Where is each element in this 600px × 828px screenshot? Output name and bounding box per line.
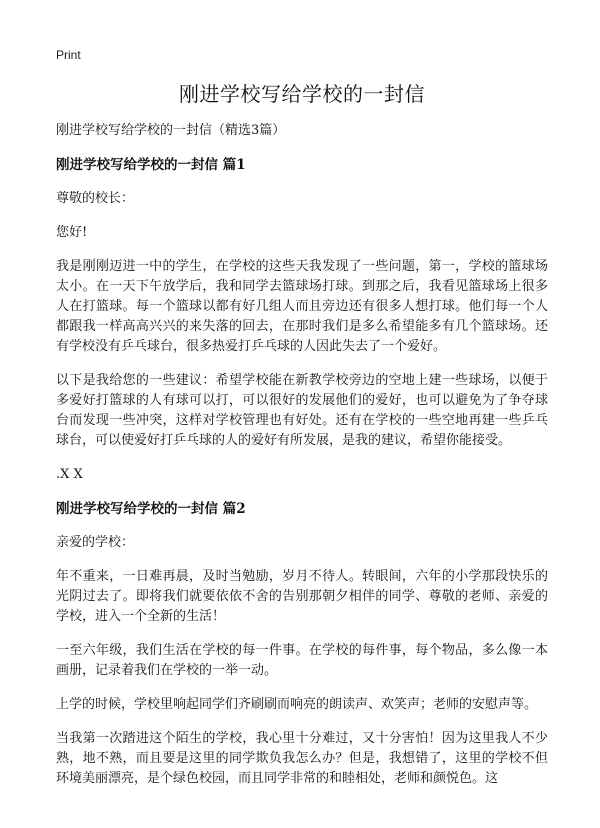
paragraph-2-2: 一至六年级，我们生活在学校的每一件事。在学校的每件事，每个物品，多么像一本画册，记录着我们在学校的一举一动。	[56, 643, 548, 678]
section-heading-2: 刚进学校写给学校的一封信 篇2	[56, 501, 246, 517]
paragraph-2-1: 年不重来，一日难再晨，及时当勉励，岁月不待人。转眼间，六年的小学那段快乐的光阴过去了。即将我们就要依依不舍的告别那朝夕相伴的同学、尊敬的老师、亲爱的学校，进入一个全新的生活！	[56, 569, 548, 624]
paragraph-1-2: 以下是我给您的一些建议：希望学校能在新教学校旁边的空地上建一些球场，以便于多爱好打篮球的人有球可以打，可以很好的发展他们的爱好，也可以避免为了争夺球台而发现一些冲突，这样对学校管理也有好处。还有在学校的一些空地再建一些乒乓球台，可以使爱好打乒乓球的人的爱好有所发展，是我的建议，希望你能接受。	[56, 373, 548, 448]
salutation-2: 亲爱的学校：	[56, 535, 135, 550]
signoff-1: .X X	[56, 467, 83, 482]
paragraph-2-4: 当我第一次踏进这个陌生的学校，我心里十分难过，又十分害怕！因为这里我人不少熟，地不熟，而且要是这里的同学欺负我怎么办？但是，我想错了，这里的学校不但环境美丽漂亮，是个绿色校园，而且同学非常的和睦相处，老师和颜悦色。这	[56, 731, 548, 786]
greeting-1: 您好!	[56, 225, 88, 240]
document-title: 刚进学校写给学校的一封信	[179, 82, 425, 106]
print-label: Print	[56, 48, 81, 62]
document-content	[56, 78, 548, 803]
salutation-1: 尊敬的校长：	[56, 191, 135, 206]
section-heading-1: 刚进学校写给学校的一封信 篇1	[56, 157, 246, 173]
document-subtitle: 刚进学校写给学校的一封信（精选3篇）	[56, 123, 286, 138]
paragraph-2-3: 上学的时候，学校里响起同学们齐刷刷而响亮的朗读声、欢笑声；老师的安慰声等。	[56, 697, 538, 712]
paragraph-1-1: 我是刚刚迈进一中的学生，在学校的这些天我发现了一些问题，第一，学校的篮球场太小。在一天下午放学后，我和同学去篮球场打球。到那之后，我看见篮球场上很多人在打篮球。每一个篮球以都有好几组人而且旁边还有很多人想打球。他们每一个人都跟我一样高高兴兴的来失落的回去，在那时我们是多么希望能多有几个篮球场。还有学校没有乒乓球台，很多热爱打乒乓球的人因此失去了一个爱好。	[56, 259, 548, 354]
